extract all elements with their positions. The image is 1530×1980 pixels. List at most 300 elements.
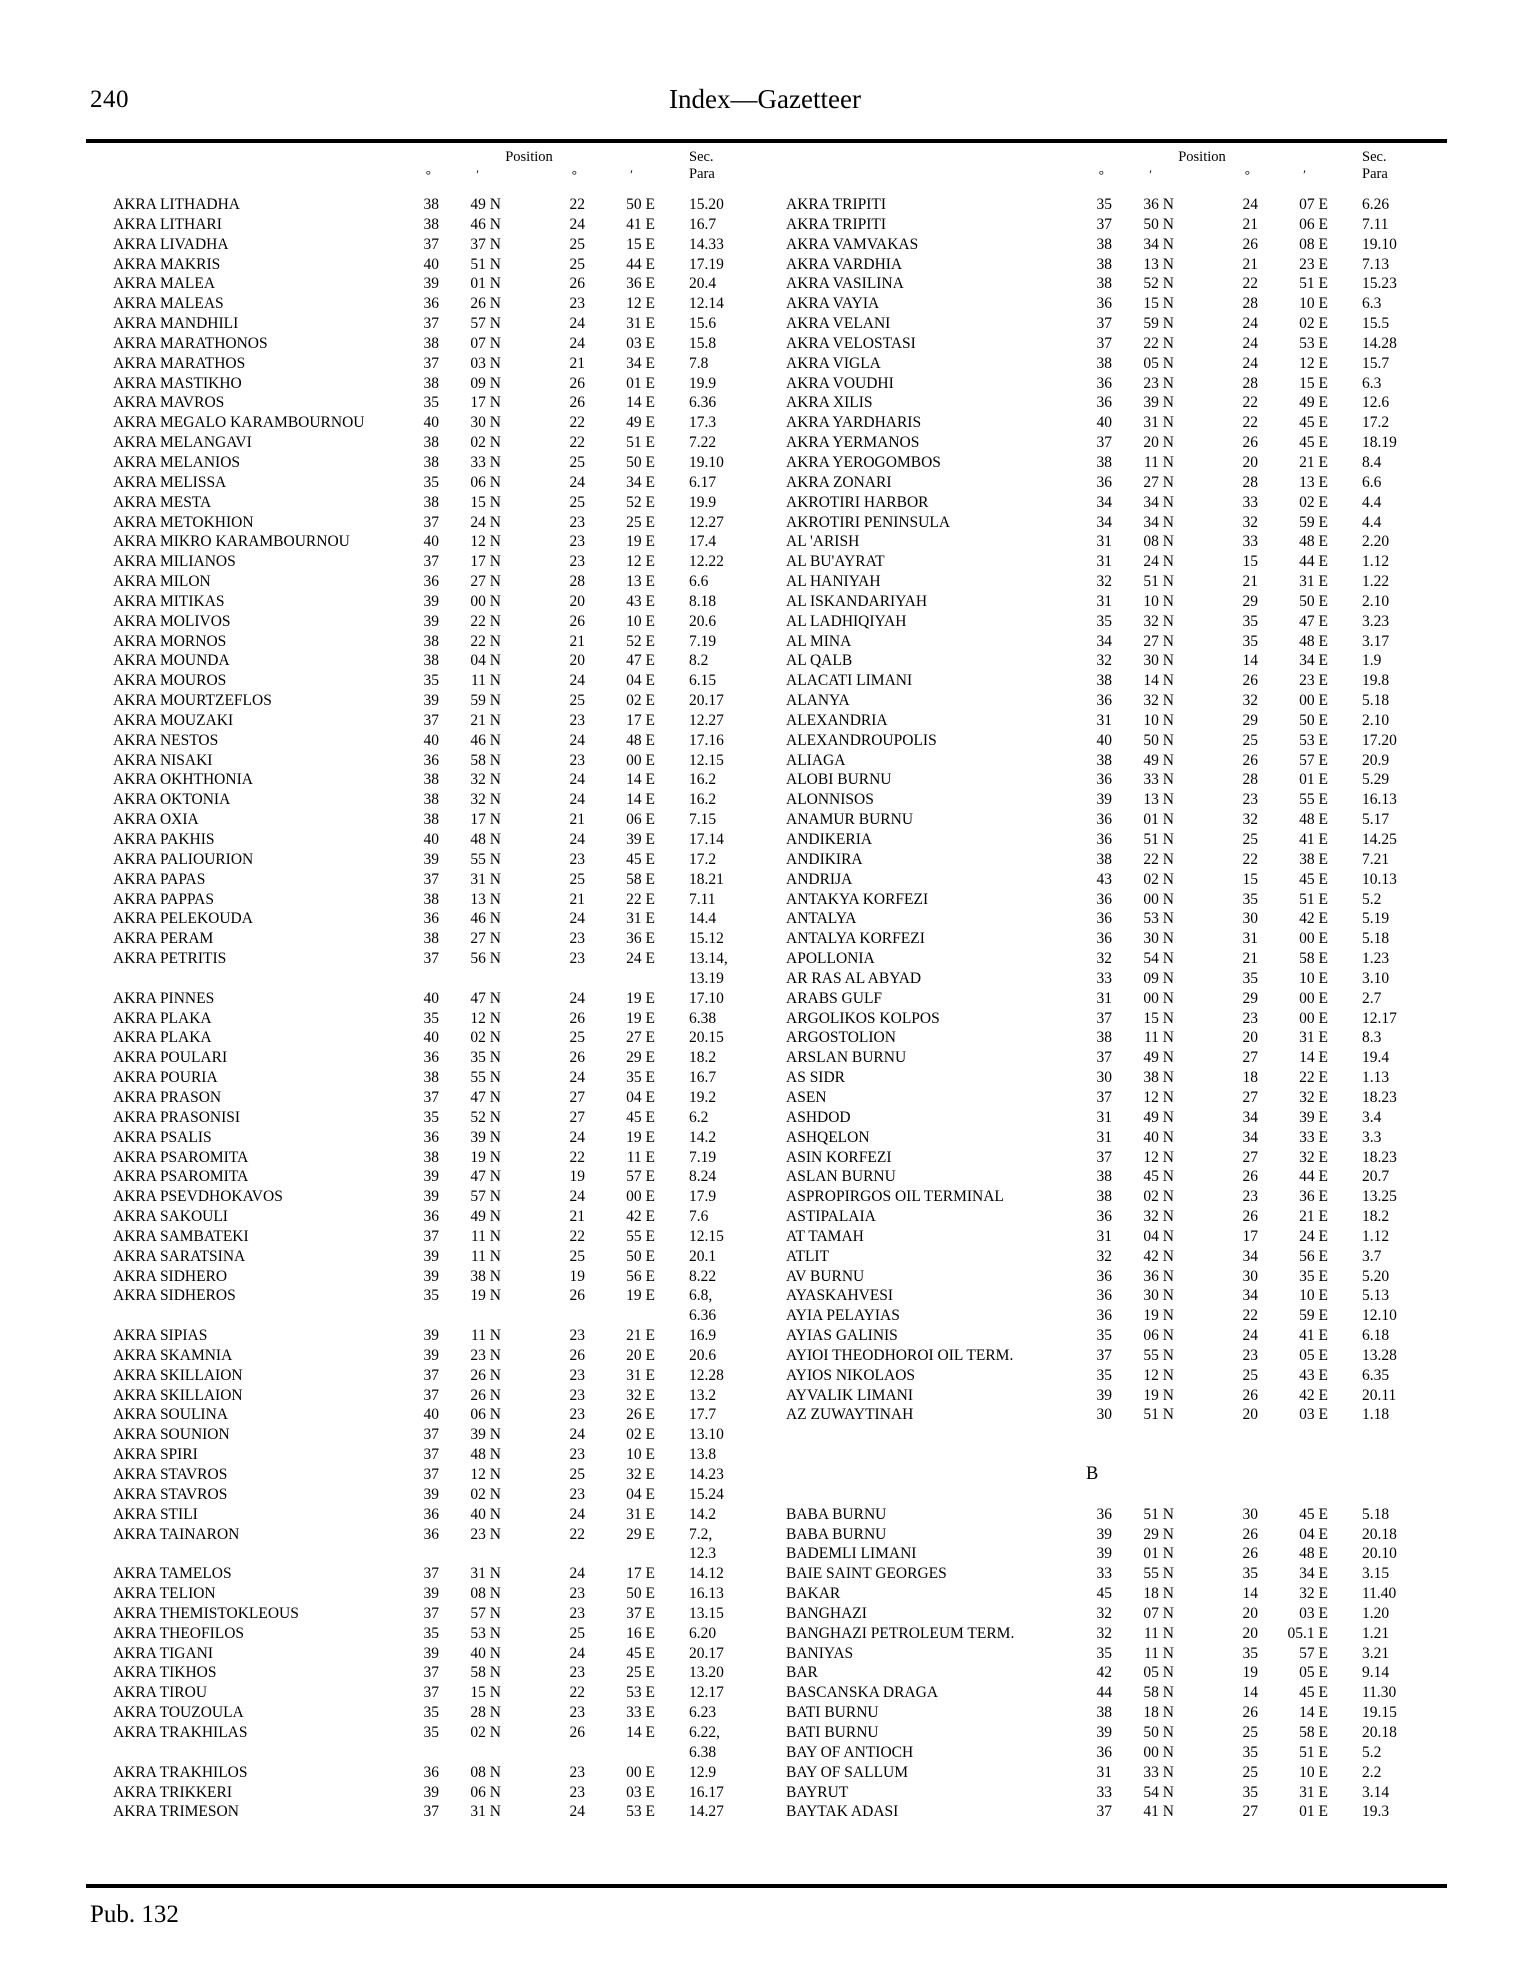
sec-para: 14.23 [689,1466,724,1483]
lon-minutes: 21 E [626,1327,655,1345]
lat-degrees: 38 [423,215,439,233]
lat-minutes: 27 N [470,930,501,948]
gazetteer-row [113,294,757,314]
lon-minutes: 04 E [626,672,655,690]
place-name: AKRA PLAKA [113,1009,212,1027]
lon-minutes: 05 E [1299,1664,1328,1682]
lon-minutes: 21 E [1299,453,1328,471]
lat-degrees: 31 [1096,711,1112,729]
gazetteer-row [786,235,1430,255]
lat-minutes: 19 N [1143,1386,1174,1404]
lon-degrees: 24 [569,791,585,809]
place-name: ANDRIJA [786,870,853,888]
gazetteer-row [786,334,1430,354]
lat-degrees [1076,1485,1112,1505]
lon-degrees: 30 [1242,910,1258,928]
lon-minutes: 32 E [1299,1148,1328,1166]
lat-minutes: 26 N [470,295,501,313]
lat-degrees: 39 [423,1267,439,1285]
page-title: Index—Gazetteer [669,84,861,114]
lon-minutes: 00 E [626,751,655,769]
sec-para: 16.17 [689,1783,724,1801]
lon-degrees: 20 [1242,1029,1258,1047]
lat-degrees: 37 [423,1227,439,1245]
gazetteer-row [786,453,1430,473]
gazetteer-row [786,1783,1430,1803]
position-header: Position [1178,149,1226,165]
place-name: ALONNISOS [786,791,874,809]
lat-minutes: 12 N [470,533,501,551]
place-name [786,1425,1076,1445]
lat-minutes: 55 N [470,850,501,868]
lon-minutes: 50 E [626,453,655,471]
gazetteer-row [113,770,757,790]
page-number: 240 [90,86,129,113]
lon-minutes: 45 E [1299,870,1328,888]
place-name: AKRA SARATSINA [113,1247,246,1265]
lat-minutes: 11 N [1144,1624,1174,1642]
place-name: AKRA TIGANI [113,1644,214,1662]
lon-degrees: 27 [569,1088,585,1106]
lat-minutes: 06 N [470,473,501,491]
lat-degrees: 33 [1096,1783,1112,1801]
lon-degrees: 23 [1242,791,1258,809]
gazetteer-row [113,1703,757,1723]
lat-degrees: 39 [423,1346,439,1364]
place-name: AKRA PSALIS [113,1128,212,1146]
gazetteer-row [113,1763,757,1783]
lat-minutes: 15 N [1143,1009,1174,1027]
lat-minutes: 33 N [1143,1763,1174,1781]
lat-minutes: 02 N [470,1029,501,1047]
lat-minutes: 01 N [1143,1545,1174,1563]
sec-para: 16.7 [689,1069,717,1087]
lon-degrees: 24 [569,1426,585,1444]
place-name: AKRA MIKRO KARAMBOURNOU [113,533,350,551]
lat-degrees: 39 [1096,1545,1112,1563]
place-name: ALOBI BURNU [786,771,892,789]
place-name: AKRA NESTOS [113,731,219,749]
gazetteer-row [786,1763,1430,1783]
lat-degrees: 40 [423,831,439,848]
lon-degrees: 23 [569,533,585,551]
sec-para: 4.4 [1362,513,1382,531]
lon-minutes: 29 E [626,1525,655,1543]
lat-minutes: 11 N [1144,1644,1174,1662]
lon-minutes: 10 E [1299,1287,1328,1305]
place-name: ANDIKIRA [786,850,863,868]
lat-minutes: 19 N [1143,1307,1174,1325]
lat-minutes: 22 N [470,632,501,650]
lon-degrees: 26 [569,1287,585,1305]
lon-minutes: 19 E [626,1128,655,1146]
lat-degrees: 38 [423,652,439,670]
place-name: AL ISKANDARIYAH [786,592,928,610]
lat-minutes: 49 N [470,196,501,213]
lat-degrees: 39 [1096,1525,1112,1543]
sec-para: 17.10 [689,989,724,1007]
lon-minutes: 05.1 E [1287,1624,1328,1642]
place-name: AKRA SIDHERO [113,1267,228,1285]
place-name: AKRA ZONARI [786,473,892,491]
gazetteer-row [786,1009,1430,1029]
lon-degrees: 25 [569,1029,585,1047]
lon-degrees: 24 [569,910,585,928]
lon-degrees: 24 [569,989,585,1007]
lat-degrees: 37 [1096,1009,1112,1027]
gazetteer-row [786,1128,1430,1148]
sec-para: 17.4 [689,533,717,551]
place-name: AL MINA [786,632,852,650]
gazetteer-row [786,374,1430,394]
place-name: BAYTAK ADASI [786,1803,899,1821]
lon-minutes: 24 E [626,950,655,968]
lat-degrees: 35 [423,473,439,491]
lat-degrees: 39 [423,1168,439,1186]
gazetteer-row [786,532,1430,552]
lon-minutes: 02 E [1299,315,1328,333]
lat-minutes: 06 N [470,1783,501,1801]
lat-minutes: 39 N [1143,394,1174,412]
lat-degrees: 37 [423,354,439,372]
lat-degrees: 35 [423,1287,439,1305]
lat-degrees: 36 [1096,1267,1112,1285]
lon-minutes: 35 E [626,1069,655,1087]
lat-degrees: 36 [1096,930,1112,948]
gazetteer-row [786,433,1430,453]
lat-minutes: 01 N [1143,811,1174,829]
lat-degrees: 38 [1096,1029,1112,1047]
lon-minutes [1258,1425,1328,1445]
lon-minutes: 55 E [1299,791,1328,809]
lat-minutes: 46 N [470,910,501,928]
sec-para: 6.6 [689,573,709,591]
lat-minutes: 27 N [470,573,501,591]
sec-para: 6.35 [1362,1366,1390,1384]
lon-minutes [585,969,655,989]
sec-para: 15.24 [689,1485,724,1503]
lat-minutes: 01 N [470,275,501,293]
lon-minutes: 58 E [1299,1723,1328,1741]
sec-para: 2.10 [1362,592,1390,610]
lat-degrees: 35 [1096,1366,1112,1384]
lat-degrees: 36 [1096,1208,1112,1226]
lat-minutes: 46 N [470,215,501,233]
lat-minutes: 51 N [1143,1406,1174,1424]
sec-para: 8.22 [689,1267,717,1285]
lon-minutes: 42 E [1299,910,1328,928]
sec-para: 11.40 [1362,1585,1397,1603]
lon-degrees: 35 [1242,890,1258,908]
lat-minutes: 22 N [1143,334,1174,352]
place-name: ALANYA [786,692,850,710]
place-name: AL BU'AYRAT [786,553,885,571]
lon-degrees: 22 [569,434,585,452]
lon-degrees: 20 [569,652,585,670]
gazetteer-row [786,1227,1430,1247]
lat-minutes: 39 N [470,1128,501,1146]
lon-degrees: 17 [1242,1227,1258,1245]
lon-minutes: 17 E [626,1565,655,1583]
lat-degrees: 37 [1096,1346,1112,1364]
place-name: AKRA SOUNION [113,1426,230,1444]
lat-minutes [439,1544,501,1564]
sec-para: 13.14, [689,950,728,968]
lon-degrees: 23 [1242,1009,1258,1027]
lon-degrees: 15 [1242,870,1258,888]
lat-degrees: 38 [423,196,439,213]
place-name: AKRA MALEAS [113,295,224,313]
gazetteer-row [786,1405,1430,1425]
place-name: BAY OF ANTIOCH [786,1743,914,1761]
sec-para: 8.24 [689,1168,717,1186]
lon-minutes: 02 E [1299,493,1328,511]
lat-deg-symbol: ° [425,167,431,182]
sec-para: 1.18 [1362,1406,1390,1424]
lon-degrees: 34 [1242,1287,1258,1305]
lon-minutes: 01 E [626,374,655,392]
gazetteer-row [113,433,757,453]
lon-degrees: 22 [569,196,585,213]
sec-para: 20.6 [689,612,717,630]
place-name: AKRA STAVROS [113,1466,228,1483]
lon-degrees: 26 [569,1049,585,1067]
place-name: AKRA LIVADHA [113,235,229,253]
lat-minutes: 51 N [1143,573,1174,591]
place-name: AL 'ARISH [786,533,860,551]
lon-minutes: 32 E [1299,1088,1328,1106]
lon-degrees: 25 [569,255,585,273]
lon-degrees: 34 [1242,1247,1258,1265]
place-name: AKRA TRAKHILAS [113,1723,248,1741]
lat-minutes: 22 N [1143,850,1174,868]
lon-degrees: 25 [569,1624,585,1642]
gazetteer-row [786,1366,1430,1386]
lon-degrees: 26 [569,275,585,293]
sec-para: 1.20 [1362,1604,1390,1622]
sec-para: 16.2 [689,771,717,789]
place-name: ASIN KORFEZI [786,1148,892,1166]
sec-para: 1.21 [1362,1624,1390,1642]
lon-degrees: 23 [569,850,585,868]
sec-para: 20.15 [689,1029,724,1047]
sec-para: 7.21 [1362,850,1390,868]
gazetteer-row [113,255,757,275]
gazetteer-row [113,989,757,1009]
place-name: AKRA SAKOULI [113,1208,228,1226]
lon-minutes: 41 E [626,215,655,233]
gazetteer-row [786,1663,1430,1683]
lat-minutes: 11 N [1144,453,1174,471]
lat-minutes: 47 N [470,1168,501,1186]
lon-minutes: 45 E [626,850,655,868]
lat-minutes: 40 N [1143,1128,1174,1146]
lon-minutes: 38 E [1299,850,1328,868]
lon-degrees: 28 [1242,374,1258,392]
lat-minutes: 40 N [470,1505,501,1523]
lon-minutes: 35 E [1299,1267,1328,1285]
place-name: AKRA TIROU [113,1684,208,1702]
lon-degrees: 25 [569,692,585,710]
lon-degrees: 26 [1242,1208,1258,1226]
lat-degrees: 32 [1096,1604,1112,1622]
sec-para: 12.28 [689,1366,724,1384]
lon-minutes: 48 E [1299,811,1328,829]
lat-minutes: 57 N [470,315,501,333]
gazetteer-row [113,1267,757,1287]
place-name: ASEN [786,1088,827,1106]
gazetteer-row [786,890,1430,910]
place-name: BAR [786,1664,818,1682]
lon-minutes: 23 E [1299,672,1328,690]
lat-minutes: 35 N [470,1049,501,1067]
gazetteer-row [113,909,757,929]
gazetteer-row [113,1723,757,1743]
place-name: AKRA METOKHION [113,513,254,531]
gazetteer-row [113,1663,757,1683]
sec-para: 19.2 [689,1088,717,1106]
lat-degrees: 37 [1096,1088,1112,1106]
lat-degrees: 38 [423,771,439,789]
place-name: AKRA STILI [113,1505,198,1523]
sec-para: 3.15 [1362,1565,1390,1583]
lat-minutes: 13 N [1143,255,1174,273]
lon-degrees: 23 [569,1763,585,1781]
lon-min-symbol: ′ [630,167,633,182]
lon-degrees: 23 [569,295,585,313]
lat-degrees: 39 [423,1783,439,1801]
place-name: AKRA PINNES [113,989,215,1007]
gazetteer-row [786,413,1430,433]
lon-minutes: 48 E [1299,533,1328,551]
gazetteer-row [786,1802,1430,1822]
lon-degrees: 30 [1242,1505,1258,1523]
sec-para: 6.3 [1362,295,1382,313]
place-name: AKRA PRASON [113,1088,222,1106]
lon-degrees: 15 [1242,553,1258,571]
sec-para: 17.9 [689,1188,717,1206]
lon-degrees: 35 [1242,632,1258,650]
gazetteer-row [113,1187,757,1207]
gazetteer-row [113,632,757,652]
lon-minutes: 27 E [626,1029,655,1047]
lat-degrees: 35 [1096,196,1112,213]
lat-degrees: 37 [423,1088,439,1106]
lat-degrees: 39 [423,850,439,868]
lat-degrees: 38 [1096,453,1112,471]
sec-para: 2.10 [1362,711,1390,729]
gazetteer-row [786,969,1430,989]
gazetteer-row [113,1306,757,1326]
sec-para: 10.13 [1362,870,1397,888]
lon-minutes: 21 E [1299,1208,1328,1226]
sec-para: 20.1 [689,1247,717,1265]
place-name: AKRA TELION [113,1585,216,1603]
lon-degrees: 26 [569,1009,585,1027]
place-name: AKRA TIKHOS [113,1664,217,1682]
lon-minutes: 53 E [626,1684,655,1702]
lat-degrees: 38 [423,434,439,452]
lon-minutes: 36 E [626,930,655,948]
lon-degrees: 23 [569,1704,585,1722]
place-name: AKRA THEMISTOKLEOUS [113,1604,299,1622]
lon-minutes: 33 E [1299,1128,1328,1146]
lat-minutes: 00 N [470,592,501,610]
sec-para: 8.3 [1362,1029,1382,1047]
lon-minutes: 51 E [1299,1743,1328,1761]
sec-para: 16.9 [689,1327,717,1345]
place-name: BAYRUT [786,1783,849,1801]
lat-minutes: 38 N [1143,1069,1174,1087]
sec-para: 3.14 [1362,1783,1390,1801]
gazetteer-row [786,671,1430,691]
sec-para: 12.9 [689,1763,717,1781]
place-name: AKRA OXIA [113,811,199,829]
place-name: AKRA MELANIOS [113,453,241,471]
sec-para: 5.29 [1362,771,1390,789]
lat-degrees: 38 [1096,751,1112,769]
gazetteer-row [113,671,757,691]
lon-degrees: 21 [1242,950,1258,968]
lon-minutes: 45 E [1299,434,1328,452]
lat-degrees: 35 [1096,612,1112,630]
place-name: AKRA MAVROS [113,394,225,412]
place-name: AKRA VELOSTASI [786,334,916,352]
sec-para: 5.18 [1362,930,1390,948]
lat-degrees: 37 [423,1386,439,1404]
lon-degrees: 20 [1242,453,1258,471]
gazetteer-row [786,1683,1430,1703]
sec-para: 6.26 [1362,196,1390,213]
lat-minutes: 24 N [1143,553,1174,571]
lon-minutes: 01 E [1299,771,1328,789]
gazetteer-row [786,552,1430,572]
place-name: AKRA MOUNDA [113,652,230,670]
gazetteer-row [113,1207,757,1227]
lon-minutes: 56 E [626,1267,655,1285]
lon-minutes [585,1306,655,1326]
lat-degrees: 32 [1096,950,1112,968]
lon-minutes: 44 E [1299,553,1328,571]
sec-para: 13.25 [1362,1188,1397,1206]
place-name: AKRA VELANI [786,315,891,333]
sec-para: 14.27 [689,1803,724,1821]
lon-degrees: 23 [569,513,585,531]
gazetteer-row [786,751,1430,771]
lon-minutes: 31 E [1299,1783,1328,1801]
lon-minutes: 10 E [1299,295,1328,313]
lon-minutes: 50 E [1299,592,1328,610]
gazetteer-row [786,195,1430,215]
lat-degrees: 36 [423,1505,439,1523]
sec-para: 1.23 [1362,950,1390,968]
gazetteer-row [113,1465,757,1485]
place-name: APOLLONIA [786,950,875,968]
lon-degrees: 24 [569,1644,585,1662]
lat-minutes: 53 N [470,1624,501,1642]
lat-degrees: 36 [423,1525,439,1543]
place-name: AKRA VARDHIA [786,255,903,273]
header-rule [86,139,1447,143]
place-name: AKRA PAKHIS [113,831,215,848]
lat-degrees: 37 [423,1466,439,1483]
place-name: AKRA VASILINA [786,275,904,293]
place-name: ALEXANDRIA [786,711,888,729]
lat-minutes: 05 N [1143,1664,1174,1682]
gazetteer-row [786,1346,1430,1366]
gazetteer-row [786,1247,1430,1267]
gazetteer-row [786,1624,1430,1644]
